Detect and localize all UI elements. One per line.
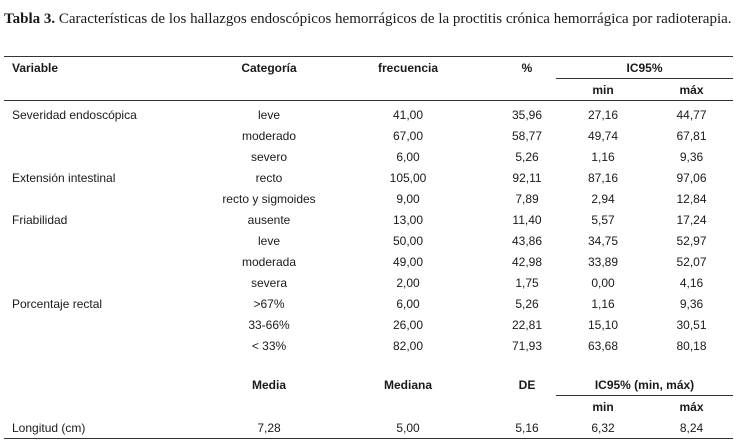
header-categoria: Categoría [220, 57, 318, 79]
cell-categoria: leve [257, 233, 280, 248]
cell-frecuencia: 67,00 [392, 128, 424, 143]
cell-min: 1,16 [591, 149, 615, 164]
cell-max: 97,06 [676, 170, 707, 185]
header-max: máx [650, 396, 733, 418]
cell-variable [4, 335, 220, 356]
cell-categoria: >67% [253, 296, 285, 311]
cell-pct: 22,81 [511, 317, 543, 332]
cell-pct: 42,98 [511, 254, 543, 269]
subheader-row [4, 79, 733, 101]
table-row [4, 251, 733, 272]
cell-min: 87,16 [587, 170, 619, 185]
table-row [4, 314, 733, 335]
cell-max: 44,77 [676, 107, 707, 122]
stats-subheader-empty [318, 396, 498, 418]
cell-max: 52,07 [676, 254, 707, 269]
cell-variable [4, 188, 220, 209]
stats-header-row [4, 374, 733, 396]
header-mediana: Mediana [383, 377, 432, 392]
spacer-cell [556, 356, 650, 374]
cell-min: 0,00 [591, 275, 615, 290]
cell-variable: Severidad endoscópica [12, 107, 137, 122]
cell-media: 7,28 [220, 417, 318, 439]
cell-max: 8,24 [650, 417, 733, 439]
header-frecuencia: frecuencia [318, 57, 498, 79]
table-row [4, 188, 733, 209]
cell-variable: Extensión intestinal [12, 170, 116, 185]
cell-variable [4, 146, 220, 167]
cell-frecuencia: 41,00 [392, 107, 424, 122]
cell-categoria: < 33% [251, 338, 287, 353]
cell-frecuencia: 6,00 [396, 149, 420, 164]
stats-row [4, 417, 733, 439]
header-pct: % [498, 57, 556, 79]
stats-subheader-empty [4, 396, 220, 418]
cell-min: 49,74 [587, 128, 619, 143]
cell-frecuencia: 49,00 [392, 254, 424, 269]
stats-subheader-empty [220, 396, 318, 418]
caption-text: Características de los hallazgos endoscópicos hemorrágicos de la proctitis crónica hemorrágica por radioterapia. [55, 11, 732, 27]
cell-pct: 5,26 [515, 149, 539, 164]
table-row [4, 230, 733, 251]
spacer-cell [650, 356, 733, 374]
cell-pct: 43,86 [511, 233, 543, 248]
cell-categoria: severo [250, 149, 288, 164]
header-row [4, 57, 733, 79]
table-row [4, 146, 733, 167]
cell-frecuencia: 6,00 [396, 296, 420, 311]
cell-pct: 7,89 [515, 191, 539, 206]
cell-variable [4, 230, 220, 251]
cell-max: 80,18 [676, 338, 707, 353]
header-max: máx [650, 79, 733, 101]
table-row [4, 293, 733, 314]
cell-pct: 5,26 [515, 296, 539, 311]
cell-frecuencia: 9,00 [396, 191, 420, 206]
subheader-empty [220, 79, 318, 101]
cell-frecuencia: 50,00 [392, 233, 424, 248]
cell-max: 9,36 [679, 149, 704, 164]
cell-min: 1,16 [591, 296, 615, 311]
cell-variable [4, 272, 220, 293]
stats-subheader-row [4, 396, 733, 418]
cell-min: 2,94 [591, 191, 615, 206]
header-de: DE [518, 377, 536, 392]
table-row [4, 272, 733, 293]
cell-variable: Friabilidad [12, 212, 68, 227]
subheader-empty [4, 79, 220, 101]
cell-categoria: 33-66% [248, 317, 290, 332]
table-caption [4, 10, 734, 28]
cell-categoria: severa [250, 275, 288, 290]
cell-min: 15,10 [587, 317, 619, 332]
cell-pct: 58,77 [511, 128, 543, 143]
cell-frecuencia: 26,00 [392, 317, 424, 332]
spacer-cell [4, 356, 220, 374]
cell-max: 12,84 [676, 191, 707, 206]
cell-min: 33,89 [587, 254, 619, 269]
cell-variable [4, 125, 220, 146]
cell-max: 9,36 [679, 296, 704, 311]
cell-max: 52,97 [676, 233, 707, 248]
cell-max: 30,51 [676, 317, 707, 332]
cell-max: 17,24 [676, 212, 707, 227]
header-ic95: IC95% [556, 57, 733, 79]
cell-categoria: recto [255, 170, 283, 185]
header-ic95-range: IC95% (min, máx) [594, 377, 695, 392]
cell-pct: 11,40 [512, 212, 542, 227]
cell-max: 4,16 [679, 275, 704, 290]
cell-variable [4, 314, 220, 335]
table-row [4, 209, 733, 230]
cell-pct: 1,75 [515, 275, 539, 290]
spacer-cell [498, 356, 556, 374]
cell-min: 34,75 [587, 233, 619, 248]
results-table [4, 56, 733, 439]
spacer-cell [318, 356, 498, 374]
cell-frecuencia: 2,00 [396, 275, 420, 290]
cell-variable: Porcentaje rectal [12, 296, 103, 311]
cell-frecuencia: 82,00 [392, 338, 424, 353]
table-row [4, 167, 733, 188]
caption-label: Tabla 3. [4, 11, 56, 27]
cell-categoria: leve [257, 107, 280, 122]
subheader-empty [318, 79, 498, 101]
cell-mediana: 5,00 [318, 417, 498, 439]
spacer-cell [220, 356, 318, 374]
cell-max: 67,81 [676, 128, 707, 143]
cell-de: 5,16 [498, 417, 556, 439]
cell-categoria: moderado [241, 128, 297, 143]
table-row [4, 335, 733, 356]
header-variable: Variable [4, 57, 220, 79]
cell-categoria: moderada [241, 254, 297, 269]
cell-variable: Longitud (cm) [4, 417, 220, 439]
cell-frecuencia: 13,00 [392, 212, 424, 227]
stats-header-empty [4, 374, 220, 396]
header-media: Media [251, 377, 286, 392]
cell-min: 63,68 [587, 338, 619, 353]
cell-min: 5,57 [591, 212, 615, 227]
header-min: min [556, 396, 650, 418]
cell-categoria: ausente [247, 212, 291, 227]
spacer-row [4, 356, 733, 374]
table-row [4, 125, 733, 146]
cell-pct: 35,96 [511, 107, 543, 122]
cell-pct: 92,11 [512, 170, 542, 185]
cell-categoria: recto y sigmoides [222, 191, 316, 206]
stats-subheader-empty [498, 396, 556, 418]
cell-variable [4, 251, 220, 272]
cell-pct: 71,93 [511, 338, 543, 353]
cell-min: 27,16 [587, 107, 619, 122]
subheader-empty [498, 79, 556, 101]
cell-frecuencia: 105,00 [389, 170, 427, 185]
header-min: min [556, 79, 650, 101]
cell-min: 6,32 [556, 417, 650, 439]
table-row [4, 101, 733, 126]
